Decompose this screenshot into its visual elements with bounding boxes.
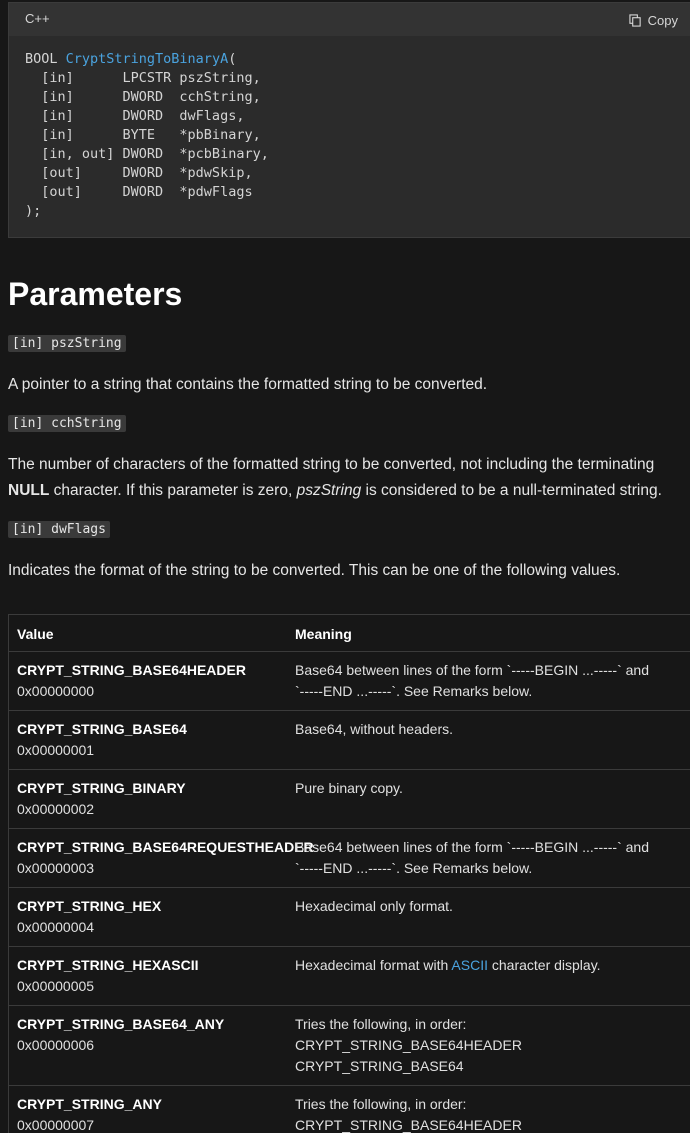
- flag-value: 0x00000004: [17, 919, 95, 935]
- meaning-line: `-----END ...-----`. See Remarks below.: [295, 683, 533, 699]
- code-header: [9, 3, 690, 36]
- meaning-line: CRYPT_STRING_BASE64: [295, 1058, 464, 1074]
- code-line: [out] DWORD *pdwSkip,: [25, 165, 253, 181]
- code-block: [8, 2, 690, 238]
- table-row: [9, 652, 690, 711]
- flags-table: [8, 614, 690, 1133]
- function-name: CryptStringToBinaryA: [65, 51, 229, 67]
- copy-label: Copy: [647, 12, 678, 28]
- flag-name: CRYPT_STRING_HEX: [17, 898, 162, 914]
- desc-text: The number of characters of the formatted string to be converted, not including the terminating: [8, 456, 655, 473]
- meaning-line: Tries the following, in order:: [295, 1096, 467, 1112]
- flag-name: CRYPT_STRING_BASE64REQUESTHEADER: [17, 839, 314, 855]
- meaning-line: CRYPT_STRING_BASE64HEADER: [295, 1117, 522, 1133]
- flag-name: CRYPT_STRING_BINARY: [17, 780, 186, 796]
- meaning-line: `-----END ...-----`. See Remarks below.: [295, 860, 533, 876]
- code-language-label: C++: [25, 11, 50, 26]
- table-row: [9, 947, 690, 1006]
- flag-value: 0x00000006: [17, 1037, 95, 1053]
- flag-name: CRYPT_STRING_ANY: [17, 1096, 162, 1112]
- flag-value: 0x00000002: [17, 801, 95, 817]
- header-meaning: Meaning: [295, 626, 352, 642]
- table-row: [9, 888, 690, 947]
- flag-value: 0x00000000: [17, 683, 95, 699]
- desc-italic: pszString: [296, 482, 362, 499]
- param-description: Indicates the format of the string to be converted. This can be one of the following values.: [8, 562, 621, 579]
- flag-value: 0x00000005: [17, 978, 95, 994]
- code-line: [in, out] DWORD *pcbBinary,: [25, 146, 269, 162]
- desc-text: character. If this parameter is zero,: [49, 482, 297, 499]
- meaning-line: Base64 between lines of the form `-----BEGIN ...-----` and: [295, 662, 649, 678]
- code-line1-prefix: BOOL: [25, 51, 66, 67]
- meaning-text: Hexadecimal format with: [295, 957, 452, 973]
- meaning-text: character display.: [487, 957, 601, 973]
- flag-name: CRYPT_STRING_BASE64_ANY: [17, 1016, 225, 1032]
- code-line1-suffix: (: [228, 51, 237, 67]
- table-header-row: [9, 615, 690, 652]
- code-line: [in] LPCSTR pszString,: [25, 70, 261, 86]
- desc-bold: NULL: [8, 482, 50, 499]
- table-row: [9, 1086, 690, 1133]
- flag-value: 0x00000001: [17, 742, 95, 758]
- section-title: Parameters: [8, 276, 183, 312]
- copy-button[interactable]: [629, 10, 678, 30]
- meaning-line: Base64, without headers.: [295, 721, 453, 737]
- code-text: [25, 50, 269, 221]
- table-row: [9, 829, 690, 888]
- param-description: A pointer to a string that contains the formatted string to be converted.: [8, 376, 488, 393]
- param-description: [8, 452, 690, 504]
- code-line: [in] DWORD cchString,: [25, 89, 261, 105]
- meaning-line: Base64 between lines of the form `-----BEGIN ...-----` and: [295, 839, 649, 855]
- param-name: [in] dwFlags: [8, 521, 110, 538]
- meaning-line: Tries the following, in order:: [295, 1016, 467, 1032]
- parameters-section: [8, 262, 690, 584]
- param-name: [in] cchString: [8, 415, 126, 432]
- flag-value: 0x00000003: [17, 860, 95, 876]
- code-line: );: [25, 203, 42, 219]
- table-row: [9, 770, 690, 829]
- desc-text: is considered to be a null-terminated string.: [361, 482, 662, 499]
- meaning-line: Pure binary copy.: [295, 780, 403, 796]
- ascii-link[interactable]: ASCII: [451, 957, 488, 973]
- copy-icon: [629, 14, 642, 27]
- code-line: [out] DWORD *pdwFlags: [25, 184, 253, 200]
- meaning-line: Hexadecimal only format.: [295, 898, 453, 914]
- flag-name: CRYPT_STRING_BASE64HEADER: [17, 662, 246, 678]
- flag-value: 0x00000007: [17, 1117, 95, 1133]
- meaning-line: CRYPT_STRING_BASE64HEADER: [295, 1037, 522, 1053]
- code-line: [in] DWORD dwFlags,: [25, 108, 245, 124]
- flag-name: CRYPT_STRING_BASE64: [17, 721, 187, 737]
- table-row: [9, 711, 690, 770]
- code-line: [in] BYTE *pbBinary,: [25, 127, 261, 143]
- param-name: [in] pszString: [8, 335, 126, 352]
- table-row: [9, 1006, 690, 1086]
- header-value: Value: [17, 626, 54, 642]
- flag-name: CRYPT_STRING_HEXASCII: [17, 957, 199, 973]
